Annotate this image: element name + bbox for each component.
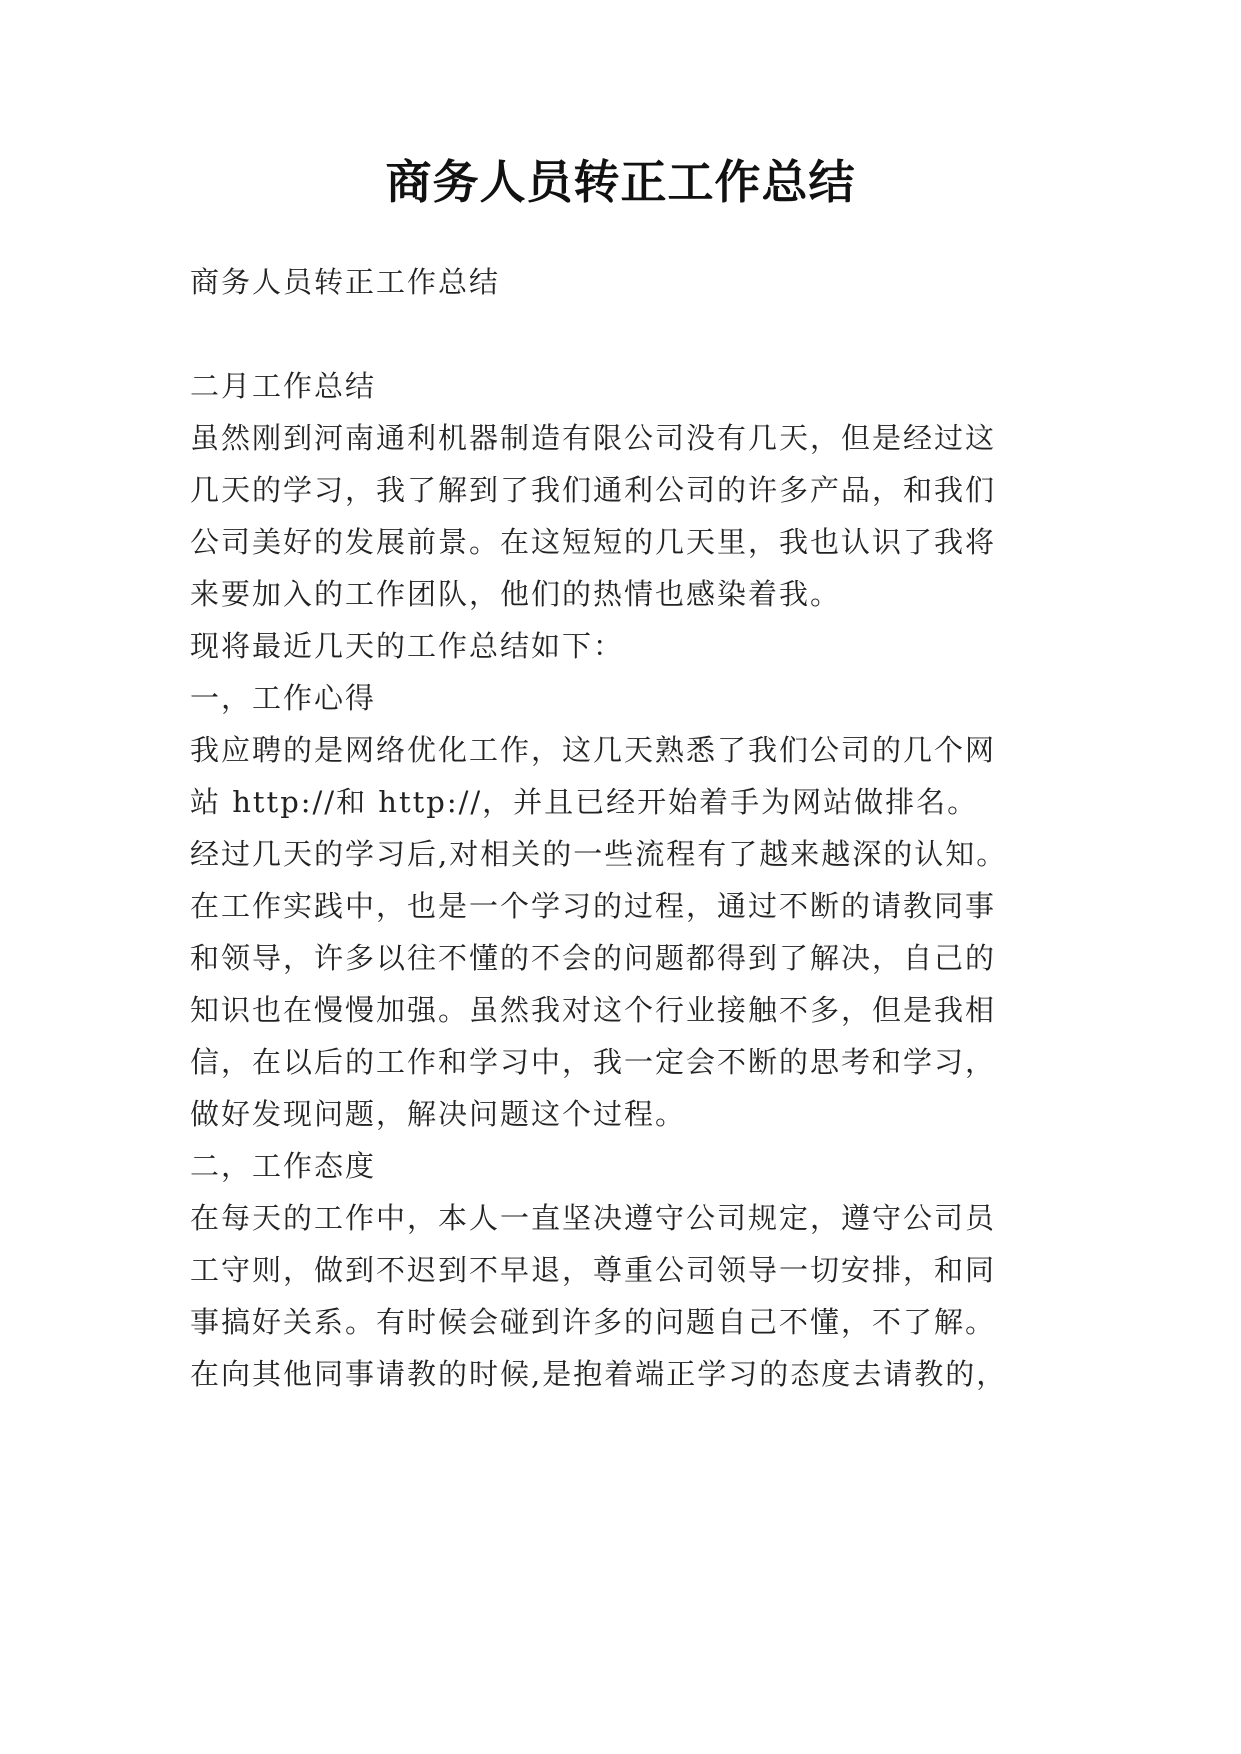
paragraph-line: 现将最近几天的工作总结如下： — [190, 629, 625, 663]
paragraph-line: 站 http://和 http://，并且已经开始着手为网站做排名。 — [190, 785, 979, 819]
paragraph-line: 知识也在慢慢加强。虽然我对这个行业接触不多，但是我相 — [190, 993, 997, 1027]
paragraph-line: 我应聘的是网络优化工作，这几天熟悉了我们公司的几个网 — [190, 733, 997, 767]
paragraph-line: 事搞好关系。有时候会碰到许多的问题自己不懂，不了解。 — [190, 1305, 997, 1339]
paragraph-line: 做好发现问题，解决问题这个过程。 — [190, 1097, 687, 1131]
section-heading: 一，工作心得 — [190, 681, 377, 715]
paragraph-line: 经过几天的学习后,对相关的一些流程有了越来越深的认知。 — [190, 837, 1008, 871]
section-heading: 二，工作态度 — [190, 1149, 377, 1183]
paragraph-line: 在工作实践中，也是一个学习的过程，通过不断的请教同事 — [190, 889, 997, 923]
paragraph-line: 在每天的工作中，本人一直坚决遵守公司规定，遵守公司员 — [190, 1201, 997, 1235]
document-title: 商务人员转正工作总结 — [385, 155, 856, 209]
paragraph-line: 工守则，做到不迟到不早退，尊重公司领导一切安排，和同 — [190, 1253, 997, 1287]
subtitle-line: 商务人员转正工作总结 — [190, 265, 501, 299]
paragraph-line: 在向其他同事请教的时候,是抱着端正学习的态度去请教的， — [190, 1357, 1008, 1391]
paragraph-line: 几天的学习，我了解到了我们通利公司的许多产品，和我们 — [190, 473, 997, 507]
paragraph-line: 来要加入的工作团队，他们的热情也感染着我。 — [190, 577, 842, 611]
paragraph-line: 和领导，许多以往不懂的不会的问题都得到了解决，自己的 — [190, 941, 997, 975]
paragraph-line: 公司美好的发展前景。在这短短的几天里，我也认识了我将 — [190, 525, 997, 559]
paragraph-line: 虽然刚到河南通利机器制造有限公司没有几天，但是经过这 — [190, 421, 997, 455]
paragraph-line: 信，在以后的工作和学习中，我一定会不断的思考和学习， — [190, 1045, 997, 1079]
section-heading: 二月工作总结 — [190, 369, 377, 403]
